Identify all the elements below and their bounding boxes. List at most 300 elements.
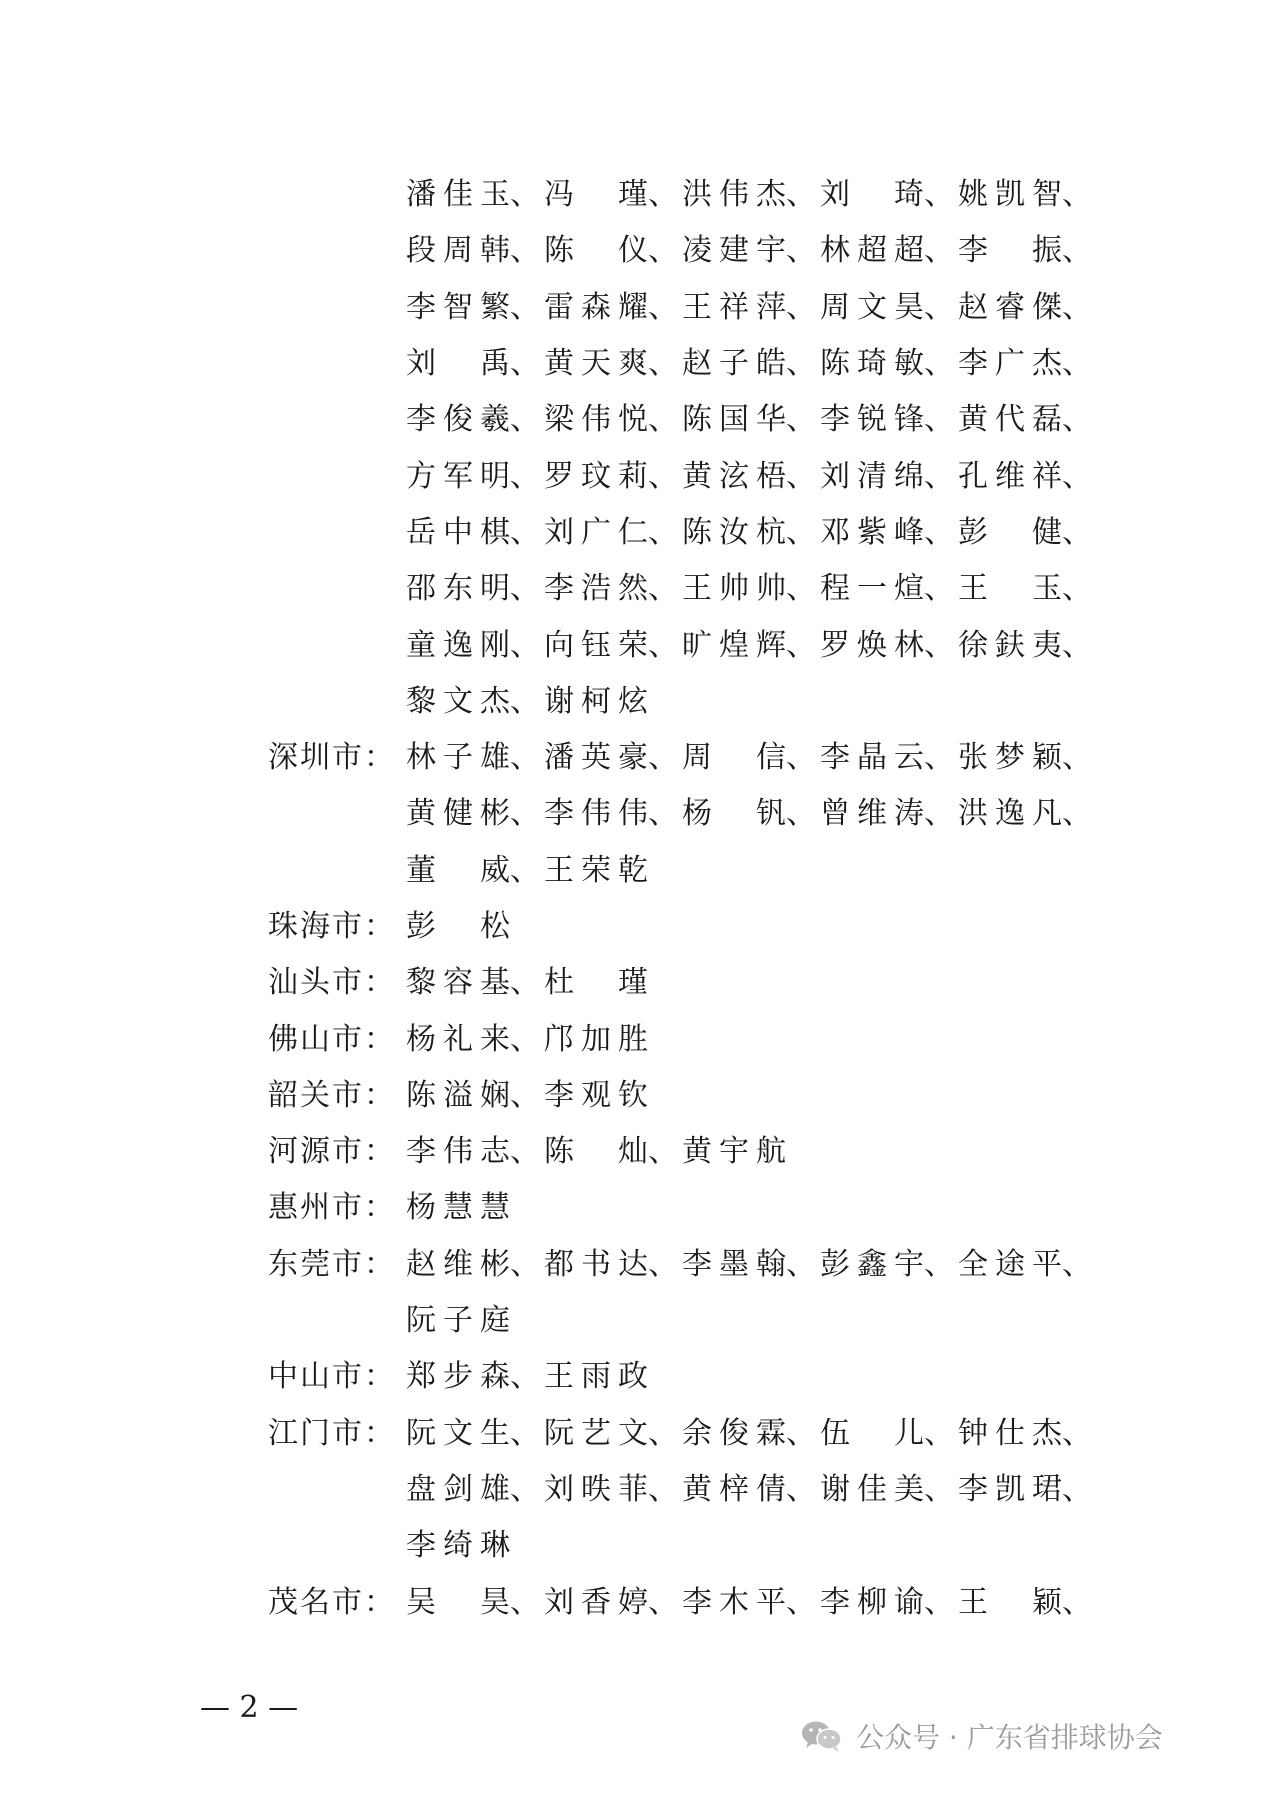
list-item: [544, 563, 682, 607]
person-name: 李锐锋: [820, 402, 924, 438]
separator: 、: [648, 740, 678, 776]
list-item: [958, 338, 1096, 382]
list-item: [406, 676, 544, 720]
list-item: [544, 394, 682, 438]
separator: 、: [510, 965, 540, 1001]
names-line: [406, 620, 1188, 664]
list-item: [958, 282, 1096, 326]
separator: 、: [510, 1584, 540, 1620]
list-row: [268, 219, 1188, 275]
separator: 、: [510, 740, 540, 776]
list-item: [820, 169, 958, 213]
separator: 、: [786, 796, 816, 832]
separator: 、: [648, 458, 678, 494]
separator: 、: [924, 571, 954, 607]
separator: 、: [648, 1246, 678, 1282]
names-line: [406, 901, 1188, 945]
list-item: [544, 732, 682, 776]
separator: 、: [510, 1077, 540, 1113]
names-line: [406, 1070, 1188, 1114]
person-name: 林子雄: [406, 740, 510, 776]
list-row: [268, 1289, 1188, 1345]
separator: 、: [1062, 458, 1092, 494]
list-item: [820, 338, 958, 382]
person-name: 岳中棋: [406, 514, 510, 550]
list-item: [406, 507, 544, 551]
list-item: [820, 788, 958, 832]
separator: 、: [510, 514, 540, 550]
person-name: 洪逸凡: [958, 796, 1062, 832]
list-item: [958, 1408, 1096, 1452]
separator: 、: [786, 1415, 816, 1451]
separator: 、: [510, 458, 540, 494]
list-item: [544, 225, 682, 269]
person-name: 李广杰: [958, 346, 1062, 382]
list-item: [958, 732, 1096, 776]
names-line: [406, 282, 1188, 326]
separator: 、: [786, 740, 816, 776]
person-name: 刘清绵: [820, 458, 924, 494]
person-name: 童逸刚: [406, 627, 510, 663]
person-name: 吴 昊: [406, 1584, 510, 1620]
person-name: 李晶云: [820, 740, 924, 776]
list-row: [268, 1402, 1188, 1458]
person-name: 赵维彬: [406, 1246, 510, 1282]
list-item: [406, 1408, 544, 1452]
list-row: [268, 388, 1188, 444]
list-item: [682, 338, 820, 382]
list-item: [544, 1351, 682, 1395]
separator: 、: [510, 1415, 540, 1451]
separator: 、: [510, 346, 540, 382]
list-item: [544, 620, 682, 664]
wechat-icon: [800, 1719, 844, 1753]
person-name: 曾维涛: [820, 796, 924, 832]
person-name: 彭鑫宇: [820, 1246, 924, 1282]
person-name: 邓紫峰: [820, 514, 924, 550]
list-item: [406, 788, 544, 832]
separator: 、: [510, 852, 540, 888]
list-item: [958, 394, 1096, 438]
city-label: 深圳市：: [268, 740, 396, 776]
person-name: 旷煌辉: [682, 627, 786, 663]
names-line: [406, 225, 1188, 269]
person-name: 黄健彬: [406, 796, 510, 832]
separator: 、: [510, 571, 540, 607]
person-name: 李 振: [958, 233, 1062, 269]
list-item: [820, 394, 958, 438]
list-item: [958, 1464, 1096, 1508]
separator: 、: [648, 627, 678, 663]
person-name: 赵子皓: [682, 346, 786, 382]
person-name: 赵睿傑: [958, 289, 1062, 325]
list-item: [958, 451, 1096, 495]
person-name: 方军明: [406, 458, 510, 494]
person-name: 刘 禹: [406, 346, 510, 382]
person-name: 王 玉: [958, 571, 1062, 607]
city-label: 茂名市：: [268, 1584, 396, 1620]
person-name: 黄代磊: [958, 402, 1062, 438]
separator: 、: [1062, 1415, 1092, 1451]
person-name: 王荣乾: [544, 852, 648, 888]
city-label: 东莞市：: [268, 1246, 396, 1282]
person-name: 冯 瑾: [544, 177, 648, 213]
name-list: [268, 163, 1188, 1627]
list-item: [682, 451, 820, 495]
separator: 、: [1062, 402, 1092, 438]
list-item: [820, 225, 958, 269]
separator: 、: [1062, 177, 1092, 213]
separator: 、: [510, 683, 540, 719]
list-row: [268, 444, 1188, 500]
list-row: [268, 557, 1188, 613]
city-label: 韶关市：: [268, 1077, 396, 1113]
list-row: [268, 782, 1188, 838]
separator: 、: [786, 627, 816, 663]
list-item: [544, 451, 682, 495]
list-row: [268, 1514, 1188, 1570]
person-name: 梁伟悦: [544, 402, 648, 438]
separator: 、: [1062, 627, 1092, 663]
person-name: 李柳谕: [820, 1584, 924, 1620]
list-item: [406, 1351, 544, 1395]
separator: 、: [924, 514, 954, 550]
person-name: 王祥萍: [682, 289, 786, 325]
person-name: 黄宇航: [682, 1134, 786, 1170]
person-name: 程一煊: [820, 571, 924, 607]
list-item: [820, 620, 958, 664]
person-name: 刘广仁: [544, 514, 648, 550]
list-item: [820, 1408, 958, 1452]
names-line: [406, 1351, 1188, 1395]
list-item: [820, 282, 958, 326]
names-line: [406, 563, 1188, 607]
person-name: 李伟志: [406, 1134, 510, 1170]
list-item: [958, 225, 1096, 269]
city-label: 江门市：: [268, 1415, 396, 1451]
person-name: 王雨政: [544, 1359, 648, 1395]
separator: 、: [786, 458, 816, 494]
person-name: 王帅帅: [682, 571, 786, 607]
person-name: 黄泫梧: [682, 458, 786, 494]
person-name: 谢佳美: [820, 1471, 924, 1507]
names-line: [406, 169, 1188, 213]
separator: 、: [648, 289, 678, 325]
list-row: [268, 1007, 1188, 1063]
person-name: 徐鈇夷: [958, 627, 1062, 663]
list-item: [682, 507, 820, 551]
city-label: 珠海市：: [268, 909, 396, 944]
separator: 、: [924, 1471, 954, 1507]
list-item: [682, 1239, 820, 1283]
names-line: [406, 1408, 1188, 1452]
person-name: 李墨翰: [682, 1246, 786, 1282]
list-item: [406, 1070, 544, 1114]
person-name: 陈琦敏: [820, 346, 924, 382]
list-item: [406, 1520, 544, 1564]
person-name: 李智繁: [406, 289, 510, 325]
person-name: 杜 瑾: [544, 965, 648, 1001]
list-item: [544, 1014, 682, 1058]
list-item: [544, 845, 682, 889]
person-name: 郑步森: [406, 1359, 510, 1395]
list-item: [406, 1295, 544, 1339]
separator: 、: [648, 796, 678, 832]
person-name: 都书达: [544, 1246, 648, 1282]
separator: 、: [786, 1584, 816, 1620]
separator: 、: [510, 233, 540, 269]
person-name: 姚凯智: [958, 177, 1062, 213]
list-item: [820, 1239, 958, 1283]
list-row: [268, 613, 1188, 669]
list-item: [958, 507, 1096, 551]
separator: 、: [510, 1134, 540, 1170]
person-name: 刘香婷: [544, 1584, 648, 1620]
person-name: 陈国华: [682, 402, 786, 438]
person-name: 雷森耀: [544, 289, 648, 325]
separator: 、: [510, 1359, 540, 1395]
city-label: 汕头市：: [268, 965, 396, 1001]
list-item: [682, 788, 820, 832]
list-row: [268, 1176, 1188, 1232]
person-name: 潘佳玉: [406, 177, 510, 213]
names-line: [406, 394, 1188, 438]
list-item: [958, 563, 1096, 607]
separator: 、: [510, 796, 540, 832]
list-item: [406, 563, 544, 607]
person-name: 李绮琳: [406, 1528, 510, 1564]
separator: 、: [924, 627, 954, 663]
person-name: 董 威: [406, 852, 510, 888]
list-item: [406, 901, 544, 945]
list-row: [268, 163, 1188, 219]
separator: 、: [924, 1584, 954, 1620]
list-item: [682, 225, 820, 269]
watermark-text: 公众号 · 广东省排球协会: [856, 1721, 1163, 1754]
list-item: [820, 451, 958, 495]
list-item: [544, 676, 682, 720]
person-name: 李凯珺: [958, 1471, 1062, 1507]
separator: 、: [648, 1134, 678, 1170]
person-name: 余俊霖: [682, 1415, 786, 1451]
person-name: 黎文杰: [406, 683, 510, 719]
person-name: 黎容基: [406, 965, 510, 1001]
separator: 、: [1062, 289, 1092, 325]
list-row: [268, 1345, 1188, 1401]
list-item: [682, 620, 820, 664]
person-name: 李木平: [682, 1584, 786, 1620]
separator: 、: [924, 402, 954, 438]
person-name: 阮文生: [406, 1415, 510, 1451]
list-item: [544, 1126, 682, 1170]
separator: 、: [510, 177, 540, 213]
person-name: 阮艺文: [544, 1415, 648, 1451]
separator: 、: [1062, 796, 1092, 832]
person-name: 洪伟杰: [682, 177, 786, 213]
separator: 、: [510, 627, 540, 663]
list-item: [682, 563, 820, 607]
separator: 、: [924, 458, 954, 494]
names-line: [406, 1014, 1188, 1058]
list-item: [406, 845, 544, 889]
person-name: 彭 健: [958, 514, 1062, 550]
person-name: 全途平: [958, 1246, 1062, 1282]
list-item: [820, 507, 958, 551]
list-item: [958, 620, 1096, 664]
person-name: 凌建宇: [682, 233, 786, 269]
list-item: [544, 338, 682, 382]
separator: 、: [1062, 514, 1092, 550]
city-label: 河源市：: [268, 1134, 396, 1170]
person-name: 邝加胜: [544, 1021, 648, 1057]
list-item: [544, 282, 682, 326]
separator: 、: [786, 289, 816, 325]
list-item: [406, 957, 544, 1001]
person-name: 谢柯炫: [544, 683, 648, 719]
person-name: 向钰荣: [544, 627, 648, 663]
separator: 、: [786, 1246, 816, 1282]
separator: 、: [924, 177, 954, 213]
list-row: [268, 1570, 1188, 1626]
list-item: [406, 1014, 544, 1058]
list-item: [406, 225, 544, 269]
separator: 、: [1062, 740, 1092, 776]
person-name: 周文昊: [820, 289, 924, 325]
list-item: [544, 1577, 682, 1621]
names-line: [406, 1295, 1188, 1339]
names-line: [406, 1464, 1188, 1508]
list-item: [406, 620, 544, 664]
list-item: [406, 1182, 544, 1226]
person-name: 罗焕林: [820, 627, 924, 663]
separator: 、: [648, 346, 678, 382]
person-name: 盘剑雄: [406, 1471, 510, 1507]
list-row: [268, 839, 1188, 895]
list-item: [406, 282, 544, 326]
separator: 、: [648, 571, 678, 607]
list-item: [682, 282, 820, 326]
names-line: [406, 1239, 1188, 1283]
person-name: 伍 儿: [820, 1415, 924, 1451]
city-label: 佛山市：: [268, 1021, 396, 1057]
person-name: 杨 钒: [682, 796, 786, 832]
list-item: [406, 1126, 544, 1170]
list-item: [958, 788, 1096, 832]
person-name: 段周韩: [406, 233, 510, 269]
separator: 、: [924, 289, 954, 325]
list-item: [544, 169, 682, 213]
separator: 、: [648, 514, 678, 550]
list-item: [682, 394, 820, 438]
list-row: [268, 1064, 1188, 1120]
list-item: [406, 1577, 544, 1621]
separator: 、: [648, 402, 678, 438]
list-item: [406, 1239, 544, 1283]
list-item: [406, 1464, 544, 1508]
list-row: [268, 332, 1188, 388]
person-name: 李俊羲: [406, 402, 510, 438]
list-row: [268, 670, 1188, 726]
list-item: [406, 732, 544, 776]
person-name: 钟仕杰: [958, 1415, 1062, 1451]
person-name: 林超超: [820, 233, 924, 269]
list-row: [268, 895, 1188, 951]
separator: 、: [510, 1021, 540, 1057]
separator: 、: [1062, 1246, 1092, 1282]
separator: 、: [648, 233, 678, 269]
list-item: [682, 169, 820, 213]
separator: 、: [1062, 233, 1092, 269]
list-item: [544, 1408, 682, 1452]
list-item: [682, 732, 820, 776]
names-line: [406, 957, 1188, 1001]
person-name: 刘昳菲: [544, 1471, 648, 1507]
separator: 、: [510, 1471, 540, 1507]
separator: 、: [786, 233, 816, 269]
person-name: 罗玟莉: [544, 458, 648, 494]
page-number: — 2 —: [200, 1690, 299, 1725]
list-item: [544, 1464, 682, 1508]
names-line: [406, 338, 1188, 382]
separator: 、: [924, 796, 954, 832]
list-item: [958, 1577, 1096, 1621]
separator: 、: [648, 1415, 678, 1451]
separator: 、: [924, 740, 954, 776]
list-item: [406, 451, 544, 495]
list-row: [268, 1120, 1188, 1176]
list-item: [682, 1408, 820, 1452]
person-name: 李浩然: [544, 571, 648, 607]
separator: 、: [1062, 1584, 1092, 1620]
person-name: 黄天爽: [544, 346, 648, 382]
names-line: [406, 788, 1188, 832]
person-name: 王 颖: [958, 1584, 1062, 1620]
list-item: [820, 563, 958, 607]
list-item: [544, 1239, 682, 1283]
list-item: [544, 1070, 682, 1114]
list-row: [268, 951, 1188, 1007]
list-row: [268, 1233, 1188, 1289]
separator: 、: [1062, 571, 1092, 607]
list-item: [544, 788, 682, 832]
list-row: [268, 1458, 1188, 1514]
list-item: [682, 1126, 820, 1170]
person-name: 潘英豪: [544, 740, 648, 776]
city-label: 中山市：: [268, 1359, 396, 1395]
separator: 、: [924, 233, 954, 269]
person-name: 陈汝杭: [682, 514, 786, 550]
list-item: [958, 1239, 1096, 1283]
names-line: [406, 1577, 1188, 1621]
separator: 、: [786, 514, 816, 550]
list-row: [268, 726, 1188, 782]
list-item: [406, 338, 544, 382]
separator: 、: [510, 402, 540, 438]
names-line: [406, 732, 1188, 776]
names-line: [406, 1520, 1188, 1564]
person-name: 阮子庭: [406, 1303, 510, 1339]
person-name: 黄梓倩: [682, 1471, 786, 1507]
person-name: 刘 琦: [820, 177, 924, 213]
list-item: [820, 1577, 958, 1621]
person-name: 杨礼来: [406, 1021, 510, 1057]
person-name: 邵东明: [406, 571, 510, 607]
names-line: [406, 1182, 1188, 1226]
list-item: [406, 169, 544, 213]
list-row: [268, 276, 1188, 332]
list-item: [820, 732, 958, 776]
names-line: [406, 676, 1188, 720]
